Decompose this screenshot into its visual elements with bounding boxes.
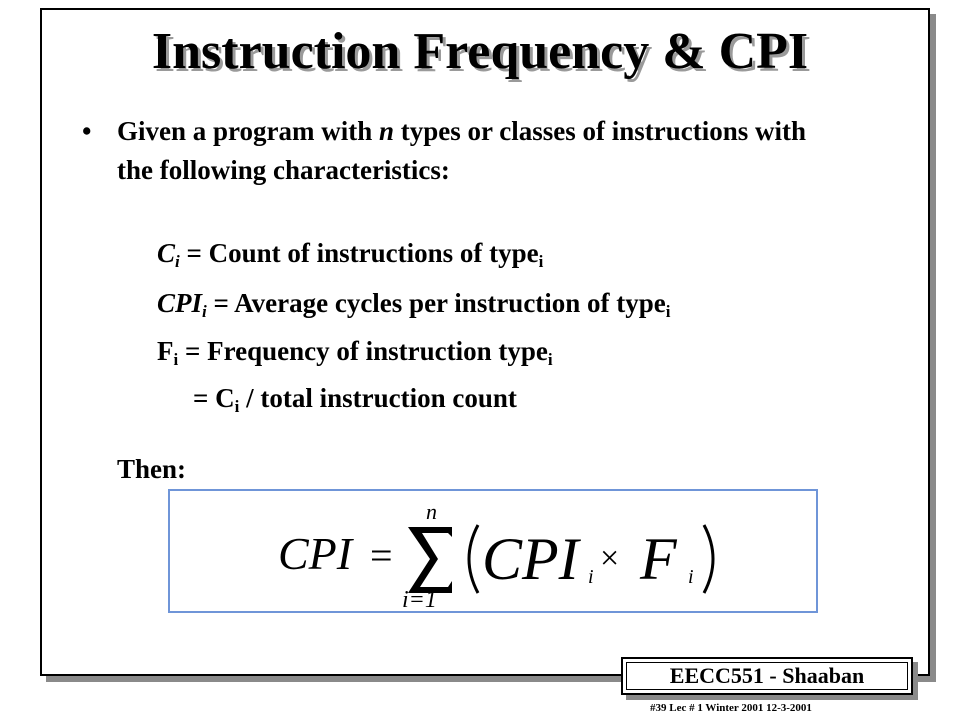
cpi-symbol-sub: i	[202, 302, 207, 321]
formula-lhs: CPI	[278, 528, 353, 579]
bullet-marker: •	[82, 116, 92, 146]
course-badge-text: EECC551 - Shaaban	[669, 663, 865, 688]
formula-times: ×	[600, 540, 620, 577]
formula-term-cpi: CPI	[482, 526, 579, 592]
then-label: Then:	[117, 454, 187, 484]
frequency-formula-eq: = C	[193, 383, 235, 413]
frequency-formula-rest: / total instruction count	[239, 383, 517, 413]
formula-sum-upper: n	[426, 499, 437, 524]
cpi-type-sub: i	[665, 302, 671, 321]
course-badge	[621, 657, 913, 695]
frequency-symbol-sub: i	[173, 350, 179, 369]
left-paren-icon	[469, 525, 478, 593]
summation-sign-icon	[408, 527, 452, 593]
slide-title: Instruction Frequency & CPI	[151, 23, 809, 80]
bullet-text-part2: types or classes of instructions with the following characteristics:	[117, 116, 807, 185]
bullet-text	[117, 112, 837, 190]
bullet-text-part1: Given a program with	[117, 116, 379, 146]
frequency-formula-sub: i	[234, 397, 240, 416]
bullet-variable-n: n	[379, 116, 395, 146]
definition-frequency-formula	[193, 381, 517, 415]
definition-count	[157, 236, 543, 270]
definition-cpi	[157, 286, 671, 320]
formula-sum-lower: i=1	[402, 587, 437, 611]
frequency-symbol: F	[157, 336, 174, 366]
formula-term-f-sub: i	[688, 566, 694, 588]
count-symbol: C	[157, 238, 176, 268]
formula-term-f: F	[640, 526, 677, 592]
count-type-sub: i	[538, 252, 544, 271]
frequency-definition: = Frequency of instruction type	[178, 336, 548, 366]
right-paren-icon	[704, 525, 713, 593]
formula-box	[168, 489, 818, 613]
definition-frequency	[157, 334, 553, 368]
cpi-formula	[170, 491, 816, 611]
lecture-footnote: #39 Lec # 1 Winter 2001 12-3-2001	[650, 702, 812, 714]
count-symbol-sub: i	[175, 252, 180, 271]
cpi-symbol: CPI	[157, 288, 203, 318]
count-definition: = Count of instructions of type	[179, 238, 539, 268]
frequency-type-sub: i	[547, 350, 553, 369]
cpi-definition: = Average cycles per instruction of type	[206, 288, 666, 318]
formula-term-cpi-sub: i	[588, 566, 594, 588]
formula-equals: =	[370, 533, 393, 578]
